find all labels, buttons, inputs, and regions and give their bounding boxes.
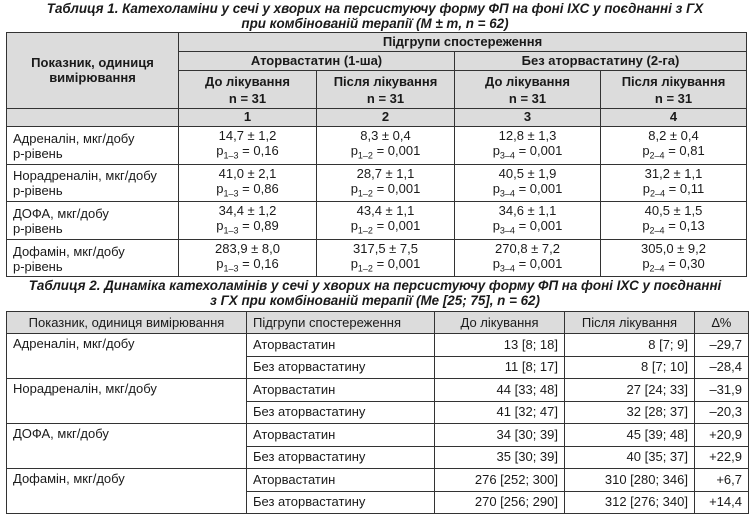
p-value-subscript: 1–2	[357, 188, 373, 199]
mean-value: 8,2 ± 0,4	[648, 128, 699, 143]
table2-caption	[6, 277, 744, 311]
before-cell: 35 [30; 39]	[435, 446, 565, 469]
p-value-subscript: 2–4	[649, 263, 665, 274]
table-row	[7, 164, 747, 202]
p-value-subscript: 1–2	[357, 263, 373, 274]
p-level-label: р-рівень	[13, 183, 63, 199]
p-value-number: = 0,13	[664, 218, 705, 234]
indicator-name: Дофамін, мкг/добу	[13, 243, 125, 259]
table2-before-header: До лікування	[435, 312, 565, 334]
table1-caption-line2: при комбінованій терапії (M ± m, n = 62)	[241, 16, 509, 31]
table1-column-number: 1	[179, 109, 317, 127]
value-cell	[179, 239, 317, 277]
delta-cell: +14,4	[695, 491, 749, 514]
mean-value: 305,0 ± 9,2	[641, 240, 706, 256]
value-cell	[317, 239, 455, 277]
indicator-name: Адреналін, мкг/добу	[13, 130, 135, 146]
subgroup-cell: Без аторвастатину	[247, 446, 435, 469]
before-cell: 41 [32; 47]	[435, 401, 565, 424]
p-value-subscript: 1–3	[223, 150, 239, 161]
p-value-subscript: 3–4	[499, 188, 515, 199]
mean-value: 28,7 ± 1,1	[356, 165, 415, 181]
p-value-number: = 0,001	[372, 218, 421, 234]
mean-value: 8,3 ± 0,4	[360, 128, 411, 143]
table1-header-row	[7, 33, 747, 52]
p-value-subscript: 3–4	[499, 150, 515, 161]
n-label: n = 31	[366, 90, 405, 106]
n-label: n = 31	[654, 90, 693, 106]
p-value: $p_{2-4} = 0,30$	[642, 255, 705, 274]
after-cell: 312 [276; 340]	[565, 491, 695, 514]
p-value: $p_{1-3} = 0,16$	[216, 143, 279, 161]
subgroup-cell: Без аторвастатину	[247, 491, 435, 514]
table2-indicator-header: Показник, одиниця вимірювання	[7, 312, 247, 334]
p-value-number: = 0,001	[372, 255, 421, 271]
p-value: $p_{3-4} = 0,001$	[492, 255, 563, 274]
n-label: n = 31	[508, 90, 547, 106]
mean-value: 14,7 ± 1,2	[218, 128, 277, 143]
value-cell	[317, 202, 455, 240]
p-level-label: р-рівень	[13, 258, 63, 274]
before-cell: 270 [256; 290]	[435, 491, 565, 514]
table1-group1-header: Аторвастатин (1-ша)	[179, 52, 455, 71]
p-value: $p_{3-4} = 0,001$	[492, 218, 563, 236]
p-value-number: = 0,001	[514, 255, 563, 271]
value-cell	[179, 127, 317, 165]
after-cell: 310 [280; 346]	[565, 469, 695, 492]
delta-cell: +6,7	[695, 469, 749, 492]
delta-cell: –20,3	[695, 401, 749, 424]
subgroup-cell: Аторвастатин	[247, 334, 435, 357]
table2-caption-line1: Таблиця 2. Динаміка катехоламінів у сечі у хворих на персистуючу форму ФП на фоні ІХС у поєднанні	[28, 278, 722, 294]
table1-column-number: 2	[317, 109, 455, 127]
p-value-subscript: 2–4	[649, 225, 665, 236]
table2-header-row	[7, 312, 749, 334]
value-cell	[601, 239, 747, 277]
p-level-label: р-рівень	[13, 145, 63, 161]
after-cell: 32 [28; 37]	[565, 401, 695, 424]
p-value-number: = 0,001	[514, 143, 563, 158]
before-label: До лікування	[205, 73, 290, 89]
p-value-subscript: 1–3	[223, 225, 239, 236]
p-value: $p_{3-4} = 0,001$	[492, 180, 563, 199]
p-value: $p_{1-3} = 0,16$	[216, 255, 279, 274]
table1-group2-header: Без аторвастатину (2-га)	[455, 52, 747, 71]
mean-value: 31,2 ± 1,1	[644, 165, 703, 181]
p-value: $p_{1-2} = 0,001$	[350, 143, 421, 161]
p-value-subscript: 2–4	[649, 150, 665, 161]
delta-cell: +22,9	[695, 446, 749, 469]
value-cell	[179, 164, 317, 202]
mean-value: 41,0 ± 2,1	[218, 165, 277, 181]
table-row	[7, 239, 747, 277]
value-cell	[455, 202, 601, 240]
table1-body	[7, 127, 747, 277]
p-value: $p_{3-4} = 0,001$	[492, 143, 563, 161]
after-label: Після лікування	[621, 73, 726, 89]
table-row	[7, 469, 749, 492]
after-cell: 8 [7; 10]	[565, 356, 695, 379]
mean-value: 12,8 ± 1,3	[498, 128, 557, 143]
p-value: $p_{2-4} = 0,13$	[642, 218, 705, 236]
indicator-name: Норадреналін, мкг/добу	[13, 168, 157, 184]
p-value-number: = 0,89	[238, 218, 279, 234]
value-cell	[601, 127, 747, 165]
p-value: $p_{1-2} = 0,001$	[350, 255, 421, 274]
mean-value: 40,5 ± 1,5	[644, 203, 703, 219]
p-value-number: = 0,30	[664, 255, 705, 271]
table1-column-number-blank	[7, 109, 179, 127]
mean-value: 270,8 ± 7,2	[495, 240, 560, 256]
indicator-cell: Адреналін, мкг/добу	[7, 334, 247, 379]
table1-subgroups-header: Підгрупи спостереження	[179, 33, 747, 52]
indicator-cell: ДОФА, мкг/добу	[7, 424, 247, 469]
p-value-subscript: 3–4	[499, 263, 515, 274]
p-value-number: = 0,16	[238, 255, 279, 271]
table1-period-header	[179, 71, 317, 109]
table2-body	[7, 334, 749, 514]
mean-value: 317,5 ± 7,5	[353, 240, 418, 256]
p-value-number: = 0,11	[665, 180, 705, 196]
p-value-subscript: 2–4	[650, 188, 666, 199]
after-cell: 8 [7; 9]	[565, 334, 695, 357]
table2-after-header: Після лікування	[565, 312, 695, 334]
n-label: n = 31	[228, 90, 267, 106]
p-value-subscript: 1–3	[223, 263, 239, 274]
table-row	[7, 334, 749, 357]
p-value-number: = 0,86	[238, 180, 279, 196]
value-cell	[317, 164, 455, 202]
table2-caption-line2: з ГХ при комбінованій терапії (Me [25; 75], n = 62)	[210, 293, 540, 309]
delta-cell: +20,9	[695, 424, 749, 447]
p-value: $p_{1-2} = 0,001$	[350, 180, 421, 199]
indicator-cell: Дофамін, мкг/добу	[7, 469, 247, 514]
table1-period-header	[455, 71, 601, 109]
table2-delta-header: ∆%	[695, 312, 749, 334]
indicator-cell: Норадреналін, мкг/добу	[7, 379, 247, 424]
table-row	[7, 202, 747, 240]
table1-period-header	[601, 71, 747, 109]
value-cell	[455, 164, 601, 202]
value-cell	[455, 127, 601, 165]
subgroup-cell: Без аторвастатину	[247, 356, 435, 379]
p-value: $p_{1-3} = 0,89$	[216, 218, 279, 236]
mean-value: 283,9 ± 8,0	[215, 240, 280, 256]
after-label: Після лікування	[333, 73, 438, 89]
mean-value: 34,4 ± 1,2	[218, 203, 277, 219]
table2	[6, 311, 749, 514]
p-value: $p_{2-4} = 0,81$	[642, 143, 705, 161]
subgroup-cell: Без аторвастатину	[247, 401, 435, 424]
table1-period-header	[317, 71, 455, 109]
table-row	[7, 379, 749, 402]
before-cell: 44 [33; 48]	[435, 379, 565, 402]
p-value: $p_{2-4} = 0,11$	[642, 180, 705, 199]
delta-cell: –28,4	[695, 356, 749, 379]
after-cell: 45 [39; 48]	[565, 424, 695, 447]
p-value-subscript: 3–4	[499, 225, 515, 236]
p-level-label: р-рівень	[13, 220, 63, 236]
table1-column-number: 3	[455, 109, 601, 127]
table-row	[7, 127, 747, 165]
before-cell: 34 [30; 39]	[435, 424, 565, 447]
table1-indicator-header: Показник, одиниця вимірювання	[7, 33, 179, 109]
mean-value: 34,6 ± 1,1	[498, 203, 557, 219]
mean-value: 40,5 ± 1,9	[498, 165, 557, 181]
p-value-subscript: 1–2	[357, 225, 373, 236]
before-label: До лікування	[485, 73, 570, 89]
p-value-subscript: 1–2	[357, 150, 373, 161]
value-cell	[179, 202, 317, 240]
table1-column-number: 4	[601, 109, 747, 127]
after-cell: 27 [24; 33]	[565, 379, 695, 402]
table-row	[7, 424, 749, 447]
mean-value: 43,4 ± 1,1	[356, 203, 415, 219]
value-cell	[601, 202, 747, 240]
p-value: $p_{1-3} = 0,86$	[216, 180, 279, 199]
value-cell	[317, 127, 455, 165]
value-cell	[601, 164, 747, 202]
p-value-number: = 0,001	[514, 218, 563, 234]
table1-caption	[6, 0, 744, 32]
indicator-cell	[7, 239, 179, 277]
subgroup-cell: Аторвастатин	[247, 469, 435, 492]
table1-caption-line1: Таблиця 1. Катехоламіни у сечі у хворих на персистуючу форму ФП на фоні ІХС у поєднанні з ГХ	[46, 1, 704, 16]
subgroup-cell: Аторвастатин	[247, 379, 435, 402]
after-cell: 40 [35; 37]	[565, 446, 695, 469]
indicator-cell	[7, 164, 179, 202]
p-value-number: = 0,001	[372, 143, 421, 158]
p-value-number: = 0,001	[514, 180, 563, 196]
delta-cell: –29,7	[695, 334, 749, 357]
before-cell: 276 [252; 300]	[435, 469, 565, 492]
p-value-subscript: 1–3	[223, 188, 239, 199]
p-value-number: = 0,001	[372, 180, 421, 196]
p-value-number: = 0,16	[238, 143, 279, 158]
p-value: $p_{1-2} = 0,001$	[350, 218, 421, 236]
indicator-cell	[7, 202, 179, 240]
table1	[6, 32, 747, 277]
delta-cell: –31,9	[695, 379, 749, 402]
subgroup-cell: Аторвастатин	[247, 424, 435, 447]
indicator-name: ДОФА, мкг/добу	[13, 205, 109, 221]
indicator-cell	[7, 127, 179, 165]
value-cell	[455, 239, 601, 277]
before-cell: 13 [8; 18]	[435, 334, 565, 357]
table1-column-number-row	[7, 109, 747, 127]
p-value-number: = 0,81	[664, 143, 705, 158]
table2-subgroups-header: Підгрупи спостереження	[247, 312, 435, 334]
before-cell: 11 [8; 17]	[435, 356, 565, 379]
